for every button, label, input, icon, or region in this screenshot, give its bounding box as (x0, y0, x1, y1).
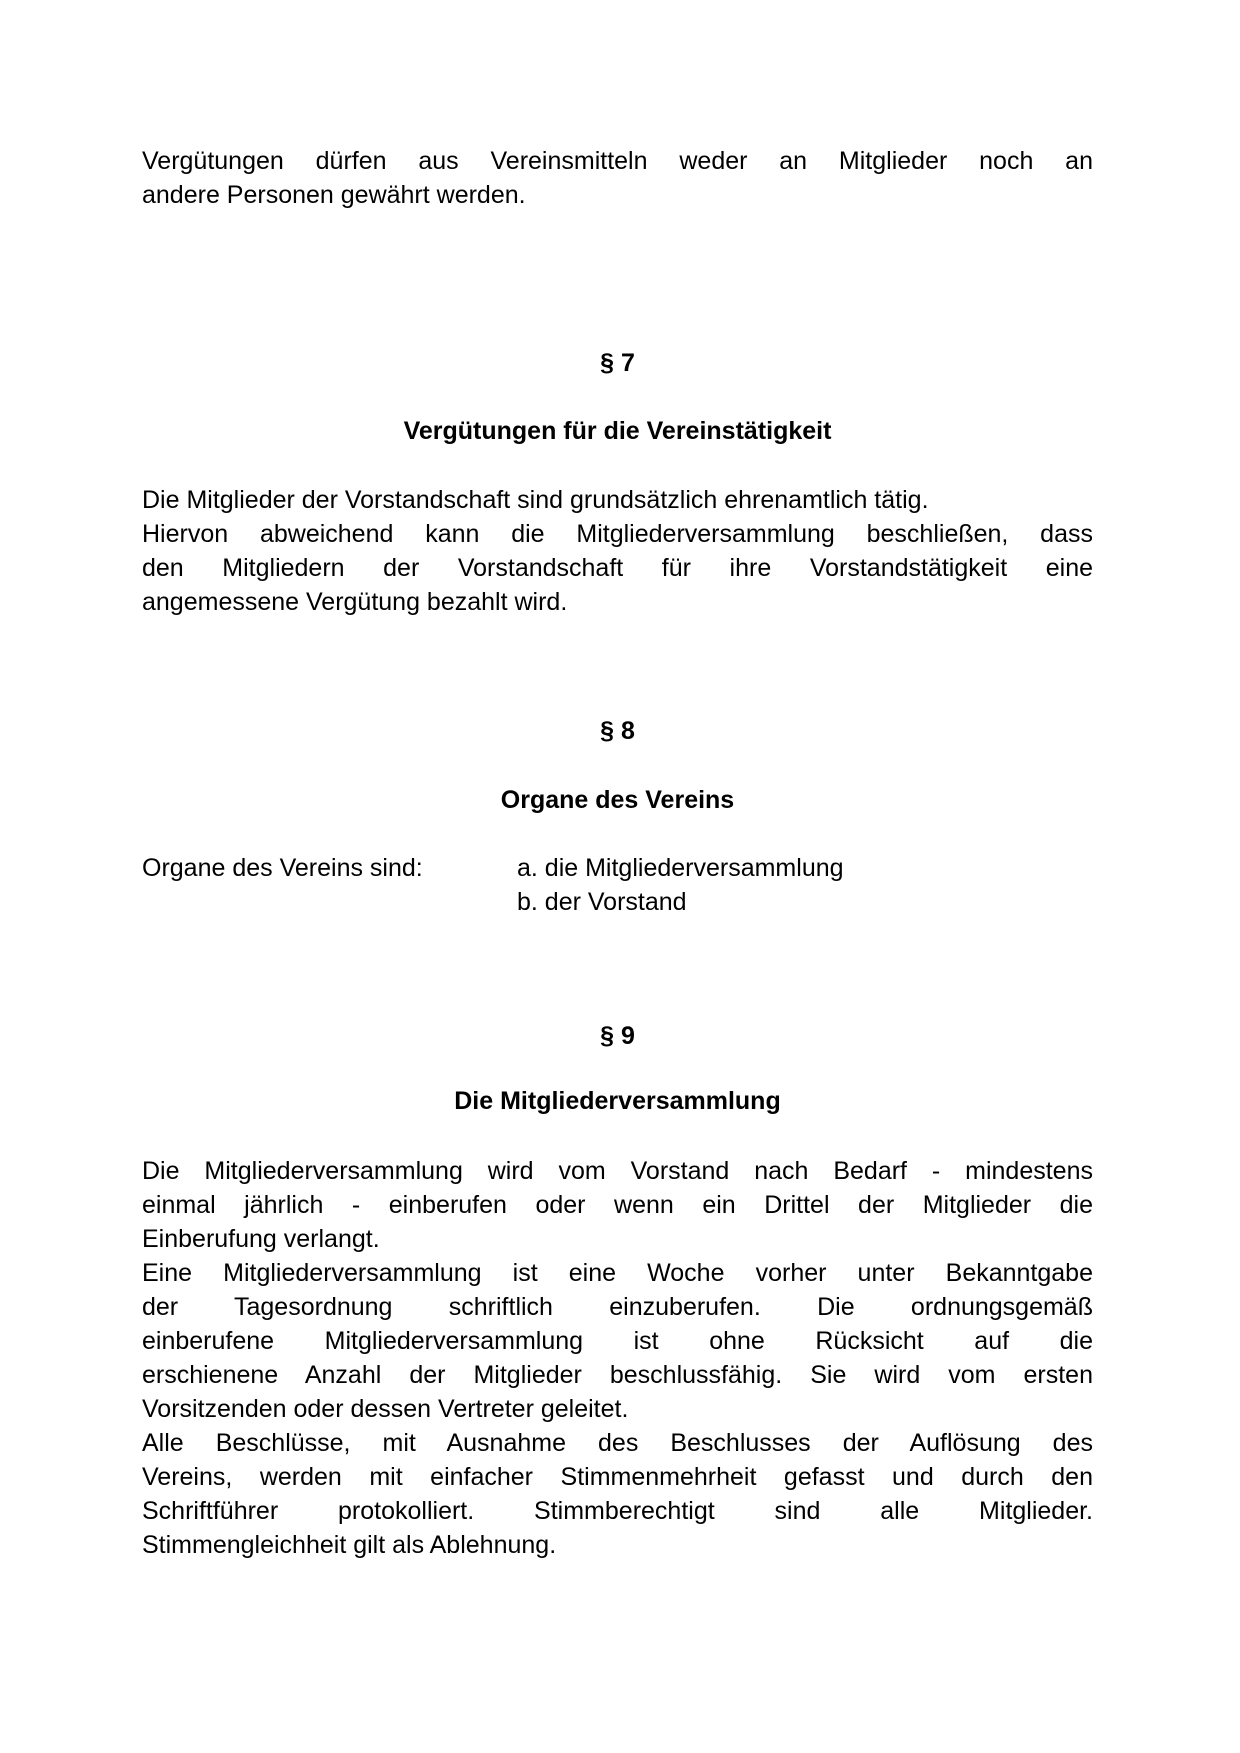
text-line: einberufene Mitgliederversammlung ist ohne Rücksicht auf die (142, 1327, 1093, 1355)
text-line: Hiervon abweichend kann die Mitgliederversammlung beschließen, dass (142, 520, 1093, 548)
text-line: Stimmengleichheit gilt als Ablehnung. (142, 1531, 557, 1559)
text-line: Die Mitglieder der Vorstandschaft sind grundsätzlich ehrenamtlich tätig. (142, 486, 929, 514)
section-7-title: Vergütungen für die Vereinstätigkeit (403, 417, 832, 445)
text-line: Vergütungen dürfen aus Vereinsmitteln weder an Mitglieder noch an (142, 147, 1093, 175)
text-line: Vereins, werden mit einfacher Stimmenmehrheit gefasst und durch den (142, 1463, 1093, 1491)
list-items (517, 851, 1093, 919)
intro-paragraph (142, 144, 1093, 212)
section-8-organs-list (142, 851, 1093, 919)
section-7-number: § 7 (600, 349, 635, 377)
section-9-paragraph (142, 1154, 1093, 1562)
section-9-number: § 9 (600, 1022, 635, 1050)
text-line: Einberufung verlangt. (142, 1225, 380, 1253)
text-line: der Tagesordnung schriftlich einzuberufen. Die ordnungsgemäß (142, 1293, 1093, 1321)
text-line: Alle Beschlüsse, mit Ausnahme des Beschlusses der Auflösung des (142, 1429, 1093, 1457)
list-item: a. die Mitgliederversammlung (517, 854, 844, 882)
section-8-title: Organe des Vereins (500, 786, 735, 814)
list-item: b. der Vorstand (517, 888, 687, 916)
text-line: den Mitgliedern der Vorstandschaft für ihre Vorstandstätigkeit eine (142, 554, 1093, 582)
text-line: Die Mitgliederversammlung wird vom Vorstand nach Bedarf - mindestens (142, 1157, 1093, 1185)
text-line: andere Personen gewährt werden. (142, 181, 526, 209)
section-9-title: Die Mitgliederversammlung (454, 1087, 781, 1115)
text-line: Eine Mitgliederversammlung ist eine Woche vorher unter Bekanntgabe (142, 1259, 1093, 1287)
section-7-paragraph (142, 483, 1093, 619)
text-line: angemessene Vergütung bezahlt wird. (142, 588, 568, 616)
text-line: Schriftführer protokolliert. Stimmberechtigt sind alle Mitglieder. (142, 1497, 1093, 1525)
section-8-number: § 8 (600, 717, 635, 745)
text-line: Vorsitzenden oder dessen Vertreter geleitet. (142, 1395, 629, 1423)
text-line: erschienene Anzahl der Mitglieder beschlussfähig. Sie wird vom ersten (142, 1361, 1093, 1389)
list-label: Organe des Vereins sind: (142, 854, 423, 882)
text-line: einmal jährlich - einberufen oder wenn ein Drittel der Mitglieder die (142, 1191, 1093, 1219)
